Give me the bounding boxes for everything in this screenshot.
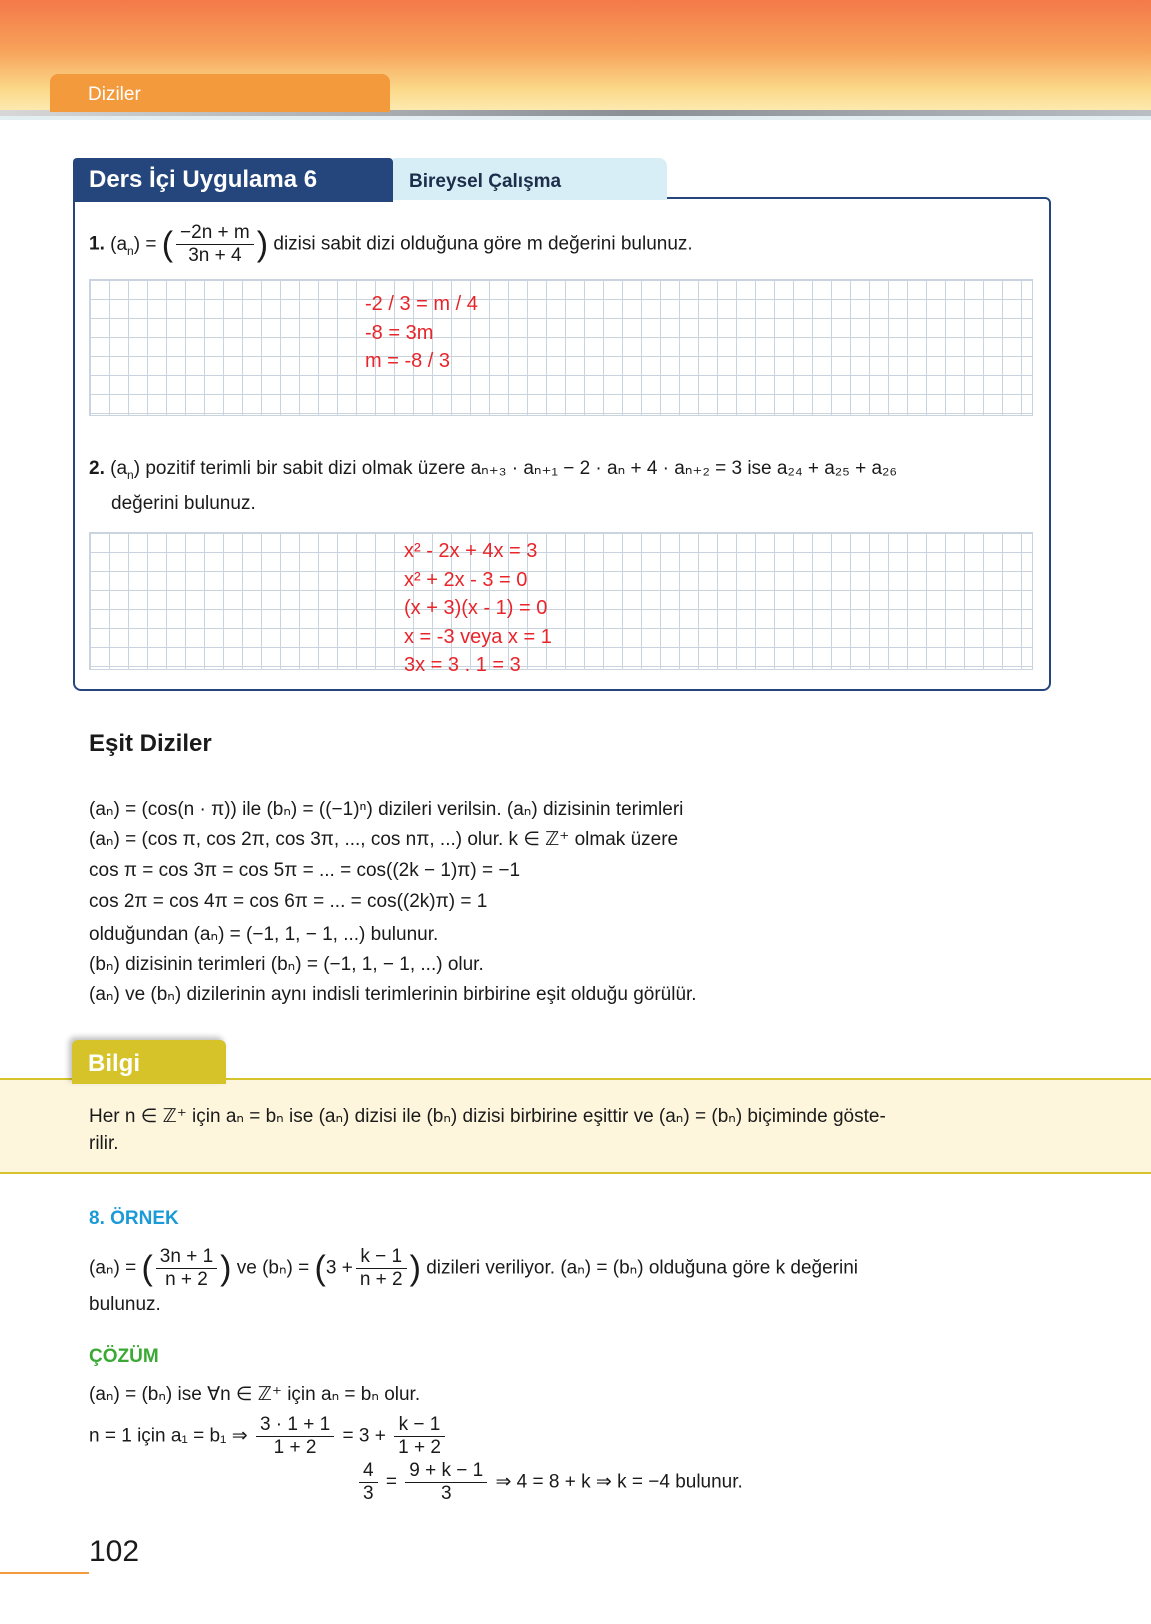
paragraph-line: (aₙ) = (cos(n · π)) ile (bₙ) = ((−1)ⁿ) dizileri verilsin. (aₙ) dizisinin terimleri <box>89 799 684 820</box>
paragraph-line: cos 2π = cos 4π = cos 6π = ... = cos((2k)π) = 1 <box>89 891 488 912</box>
section-title: Eşit Diziler <box>89 730 212 757</box>
q1-handwriting: -2 / 3 = m / 4 -8 = 3m m = -8 / 3 <box>365 293 478 372</box>
q1-answer-grid[interactable] <box>89 279 1033 416</box>
page-rule <box>0 1572 89 1574</box>
paragraph-line: olduğundan (aₙ) = (−1, 1, − 1, ...) bulunur. <box>89 924 439 945</box>
info-tab: Bilgi <box>72 1040 226 1084</box>
q2-handwriting: x² - 2x + 4x = 3 x² + 2x - 3 = 0 (x + 3)(x - 1) = 0 x = -3 veya x = 1 3x = 3 . 1 = 3 <box>404 540 552 676</box>
info-line: Her n ∈ ℤ⁺ için aₙ = bₙ ise (aₙ) dizisi ile (bₙ) dizisi birbirine eşittir ve (aₙ) = (bₙ) biçiminde göste- <box>89 1106 886 1127</box>
example-line2: bulunuz. <box>89 1294 161 1315</box>
solution-line: (aₙ) = (bₙ) ise ∀n ∈ ℤ⁺ için aₙ = bₙ olur. <box>89 1384 421 1405</box>
paragraph-line: (aₙ) ve (bₙ) dizilerinin aynı indisli terimlerinin birbirine eşit olduğu görülür. <box>89 984 697 1005</box>
q1-fraction: $\frac{-2n + m}{3n + 4}$ <box>176 222 254 267</box>
solution-line: n = 1 için a₁ = b₁ ⇒ $\frac{3 \cdot 1 + 1}{1 + 2}$ = 3 + $\frac{k - 1}{1 + 2}$ <box>89 1414 448 1459</box>
q2-answer-grid[interactable] <box>89 532 1033 670</box>
paragraph-line: cos π = cos 3π = cos 5π = ... = cos((2k − 1)π) = −1 <box>89 860 521 881</box>
q1-lhs: $(a_n)$ = <box>110 233 157 258</box>
question-1: 1. $(a_n)$ = ( $\frac{-2n + m}{3n + 4}$ ) dizisi sabit dizi olduğuna göre m değerini bulunuz. <box>89 222 693 266</box>
chapter-tab: Diziler <box>50 74 390 112</box>
question-number: 1. <box>89 233 105 255</box>
q2-line2: değerini bulunuz. <box>111 493 256 514</box>
example-title: 8. ÖRNEK <box>89 1208 179 1229</box>
info-line: rilir. <box>89 1133 119 1154</box>
q2-expression: aₙ₊₃ · aₙ₊₁ − 2 · aₙ + 4 · aₙ₊₂ = 3 ise a₂₄ + a₂₅ + a₂₆ <box>470 458 898 479</box>
solution-line: $\frac{4}{3}$ = $\frac{9 + k - 1}{3}$ ⇒ 4 = 8 + k ⇒ k = −4 bulunur. <box>356 1460 743 1505</box>
paragraph-line: (bₙ) dizisinin terimleri (bₙ) = (−1, 1, − 1, ...) olur. <box>89 954 484 975</box>
page-number: 102 <box>89 1535 140 1568</box>
q1-text: dizisi sabit dizi olduğuna göre m değerini bulunuz. <box>273 233 693 255</box>
activity-title: Ders İçi Uygulama 6 <box>73 158 393 202</box>
activity-subtitle: Bireysel Çalışma <box>393 158 667 200</box>
paragraph-line: (aₙ) = (cos π, cos 2π, cos 3π, ..., cos nπ, ...) olur. k ∈ ℤ⁺ olmak üzere <box>89 829 679 850</box>
solution-title: ÇÖZÜM <box>89 1346 159 1367</box>
question-2: 2. $(a_n)$ pozitif terimli bir sabit dizi olmak üzere aₙ₊₃ · aₙ₊₁ − 2 · aₙ + 4 · aₙ₊₂ = 3 ise a₂₄ + a₂₅ + a₂₆ <box>89 458 898 482</box>
example-statement: (aₙ) = ( $\frac{3n + 1}{n + 2}$ ) ve (bₙ) = (3 + $\frac{k - 1}{n + 2}$ ) dizileri veriliyor. (aₙ) = (bₙ) olduğuna göre k değerini <box>89 1246 858 1290</box>
header-rule-light <box>0 116 1151 120</box>
